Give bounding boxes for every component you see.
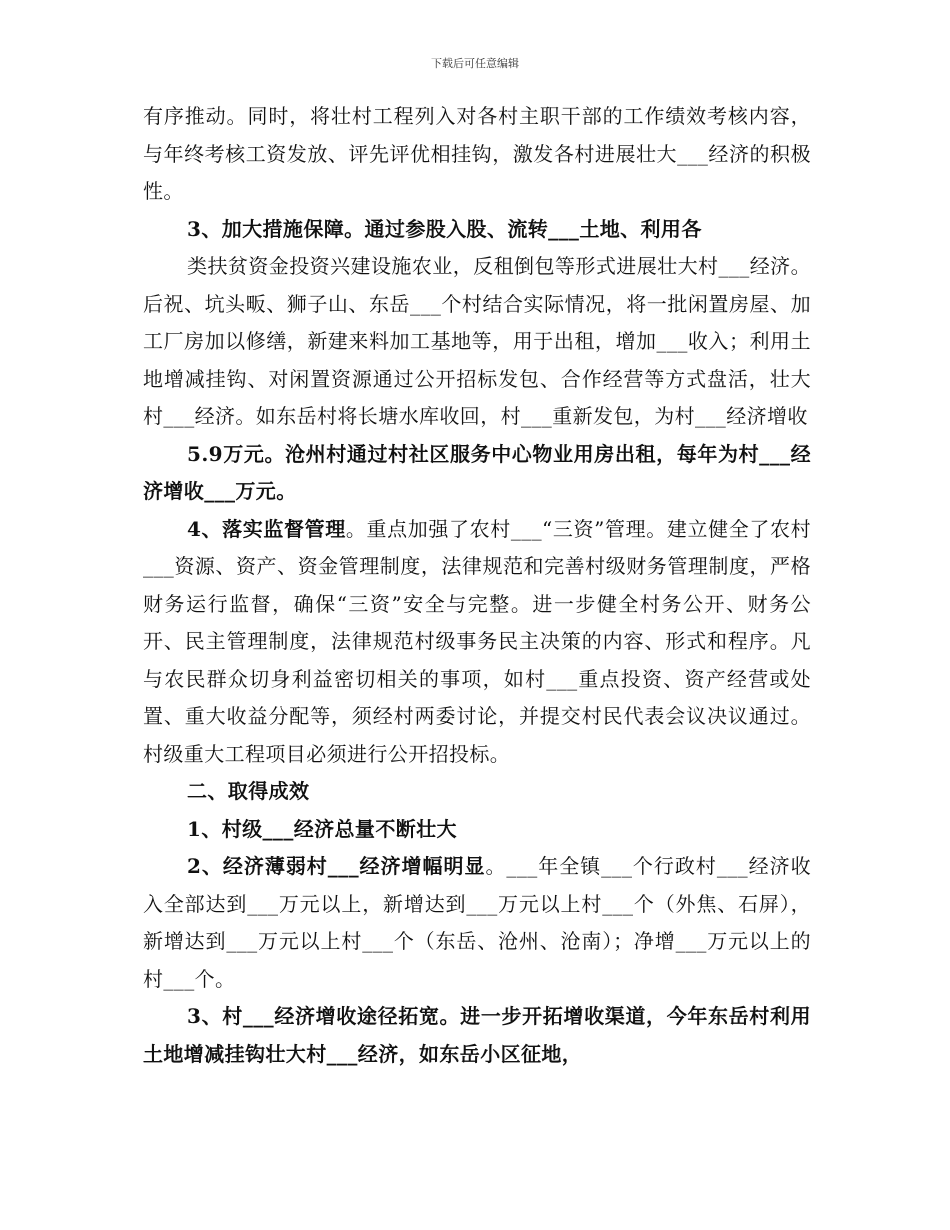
paragraph-4: 5.9万元。沧州村通过村社区服务中心物业用房出租，每年为村___经济增收___万元。 <box>143 441 811 503</box>
heading-3-measures: 3、加大措施保障。通过参股入股、流转___土地、利用各 <box>187 216 702 241</box>
heading-2-weak-villages: 2、经济薄弱村___经济增幅明显 <box>187 854 486 878</box>
paragraph-5-body: 。重点加强了农村___“三资”管理。建立健全了农村___资源、资产、资金管理制度，法律规范和完善村级财务管理制度，严格财务运行监督，确保“三资”安全与完整。进一步健全村务公开、财务公开、民主管理制度，法律规范村级事务民主决策的内容、形式和程序。凡与农民群众切身利益密切相关的事项，如村___重点投资、资产经营或处置、重大收益分配等，须经村两委讨论，并提交村民代表会议决议通过。村级重大工程项目必须进行公开招投标。 <box>143 516 811 766</box>
paragraph-8-body: 。___年全镇___个行政村___经济收入全部达到___万元以上，新增达到___万元以上村___个（外焦、石屏），新增达到___万元以上村___个（东岳、沧州、沧南）；净增___万元以上的村___个。 <box>143 854 811 991</box>
paragraph-3: 类扶贫资金投资兴建设施农业，反租倒包等形式进展壮大村___经济。后祝、坑头畈、狮子山、东岳___个村结合实际情况，将一批闲置房屋、加工厂房加以修缮，新建来料加工基地等，用于出租，增加___收入；利用土地增减挂钩、对闲置资源通过公开招标发包、合作经营等方式盘活，壮大村___经济。如东岳村将长塘水库收回，村___重新发包，为村___经济增收 <box>143 254 811 428</box>
document-body <box>143 98 811 1073</box>
page-header: 下载后可任意编辑 <box>431 57 519 70</box>
paragraph-5 <box>143 511 811 774</box>
paragraph-1: 有序推动。同时，将壮村工程列入对各村主职干部的工作绩效考核内容，与年终考核工资发放、评先评优相挂钩，激发各村进展壮大___经济的积极性。 <box>143 104 811 203</box>
heading-1-total: 1、村级___经济总量不断壮大 <box>187 816 457 841</box>
paragraph-9: 3、村___经济增收途径拓宽。进一步开拓增收渠道，今年东岳村利用土地增减挂钩壮大村___经济，如东岳小区征地， <box>143 1004 811 1066</box>
heading-4-supervision: 4、落实监督管理 <box>187 516 346 541</box>
paragraph-8 <box>143 848 811 998</box>
section-heading-results: 二、取得成效 <box>187 779 310 803</box>
